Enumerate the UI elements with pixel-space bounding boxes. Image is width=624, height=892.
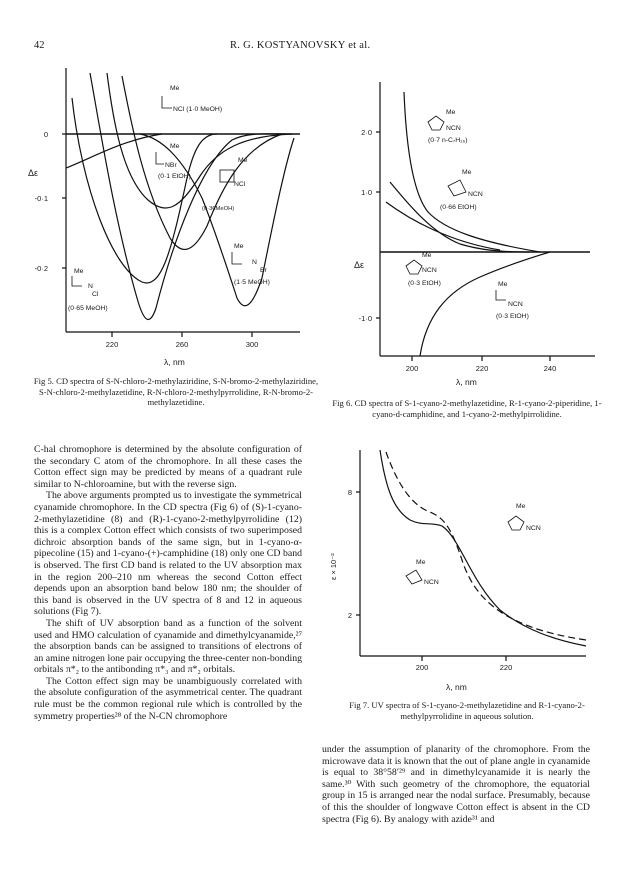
fig6-y-label: Δε [354, 260, 365, 270]
fig5-label: Cl [92, 291, 99, 298]
fig6-curve-pyrrolidine [420, 252, 550, 356]
fig5-ytick: -0·2 [34, 264, 48, 273]
fig6-label: (0·66 EtOH) [440, 204, 477, 211]
fig6-label: Me [498, 281, 508, 288]
fig6-label: NCN [446, 125, 461, 132]
fig5-caption: Fig 5. CD spectra of S-N-chloro-2-methylaziridine, S-N-bromo-2-methylaziridine, S-N-chloro-2-methylazetidine, R-N-chloro-2-methylpyrrolidine, R-N-bromo-2-methylazetidine. [33, 376, 319, 408]
fig5-label: NBr [165, 162, 177, 169]
fig6-label: (0·3 EtOH) [408, 280, 441, 287]
fig6-xtick: 200 [405, 364, 419, 373]
fig7-ytick: 8 [347, 488, 352, 497]
paragraph: The Cotton effect sign may be unambiguously correlated with the absolute configuration of the asymmetrical center. The quadrant rule must be the common regional rule which is controlled by the symmetry properties²⁸ of the N-CN chromophore [34, 675, 302, 722]
paragraph: under the assumption of planarity of the chromophore. From the microwave data it is known that the out of plane angle in cyanamide is equal to 38°58′²⁹ and in dimethylcyanamide it is nearly the same.³⁰ With such geometry of the chromophore, the equatorial group in 15 is arranged near the nodal surface. Presumably, because of this the shoulder of longwave Cotton effect is absent in the CD spectra (Fig 6). By analogy with azide³¹ and [322, 744, 590, 825]
fig6-label: Me [422, 252, 432, 259]
fig5-xtick: 300 [245, 340, 259, 349]
page-number: 42 [34, 40, 45, 51]
fig7-caption: Fig 7. UV spectra of S-1-cyano-2-methylazetidine and R-1-cyano-2-methylpyrrolidine in aqueous solution. [349, 700, 585, 721]
fig7-label: Me [416, 559, 426, 566]
fig5-label: (0·36MeOH) [202, 206, 235, 212]
fig6-xtick: 240 [543, 364, 557, 373]
fig5-label: (1·5 MeOH) [234, 279, 270, 286]
fig5-label: N [252, 259, 257, 266]
fig5-xtick: 260 [175, 340, 189, 349]
fig6-label: NCN [422, 267, 437, 274]
fig5-x-label: λ, nm [164, 357, 185, 367]
fig6-xtick: 220 [475, 364, 489, 373]
fig7-label: NCN [424, 579, 439, 586]
fig5-curve-azetidine-cl [122, 76, 282, 249]
fig7-curve-azetidine [380, 450, 586, 646]
fig7-y-label: ε × 10⁻² [329, 553, 338, 580]
fig6-ytick: -1·0 [358, 314, 372, 323]
paragraph: The shift of UV absorption band as a function of the solvent used and HMO calculation of cyanamide and dimethylcyanamide,²⁷ the absorption bands can be assigned to transitions of electrons of an amine nitrogen lone pair occupying the three-center non-bonding orbitals π*₂ to the antibonding π*₃ and π*₂ orbitals. [34, 617, 302, 676]
running-title: R. G. KOSTYANOVSKY et al. [230, 40, 371, 51]
figure-7 [330, 450, 600, 695]
fig5-plot [28, 68, 312, 368]
fig5-label: (0·65 MeOH) [68, 305, 108, 312]
fig6-x-label: λ, nm [456, 377, 477, 387]
left-column [34, 444, 302, 722]
paragraph: C-hal chromophore is determined by the absolute configuration of the secondary C atom of the chromophore. In all these cases the Cotton effect sign may be predicted by means of a quadrant rule similar to N-chloroamine, but with the reverse sign. [34, 444, 302, 490]
fig6-label: Me [462, 169, 472, 176]
fig6-ytick: 2·0 [361, 128, 372, 137]
fig7-xtick: 200 [415, 663, 429, 672]
right-column [322, 744, 590, 825]
fig5-ytick: 0 [43, 130, 48, 139]
paragraph: The above arguments prompted us to investigate the symmetrical cyanamide chromophore. In the CD spectra (Fig 6) of (S)-1-cyano-2-methylazetidine (8) and (R)-1-cyano-2-methylpyrrolidine (12) this is a complex Cotton effect which consists of two superimposed dichroic absorption bands of the same sign, but in 1-cyano-α-pipecoline (15) and 1-cyano-(+)-camphidine (18) only one CD band is observed. The first CD band is related to the UV absorption max in the region 200–210 nm whereas the second Cotton effect depends upon an absorption band below 180 nm; the shoulder of this band is observed in the UV spectra of 8 and 12 in aqueous solutions (Fig 7). [34, 490, 302, 618]
fig7-curve-pyrrolidine [386, 452, 586, 640]
fig5-label: Me [234, 243, 244, 250]
fig5-label: Me [170, 85, 180, 92]
fig6-label: NCN [468, 191, 483, 198]
figure-5 [28, 68, 312, 368]
fig7-x-label: λ, nm [446, 682, 467, 692]
fig6-plot [350, 82, 600, 387]
fig5-label: NCl [234, 181, 246, 188]
fig6-caption: Fig 6. CD spectra of S-1-cyano-2-methylazetidine, R-1-cyano-2-piperidine, 1-cyano-d-camphidine, and 1-cyano-2-methylpirrolidine. [332, 398, 602, 419]
fig5-ytick: -0·1 [34, 194, 48, 203]
fig7-label: NCN [526, 525, 541, 532]
fig7-ytick: 2 [347, 611, 352, 620]
fig6-label: Me [446, 109, 456, 116]
fig5-label: Me [170, 143, 180, 150]
fig6-label: (0·7 n-C₇H₁₆) [428, 137, 468, 144]
fig5-label: Me [238, 157, 248, 164]
fig6-curve-azetidine [404, 92, 540, 252]
fig5-label: Br [260, 267, 267, 274]
fig5-curve-extra [72, 98, 217, 283]
fig5-xtick: 220 [105, 340, 119, 349]
fig5-y-label: Δε [28, 168, 39, 178]
fig6-label: NCN [508, 301, 523, 308]
fig7-xtick: 220 [499, 663, 513, 672]
fig6-curve-piperidine [390, 182, 530, 252]
fig5-label: (0·1 EtOH) [158, 173, 191, 180]
fig5-label: Me [74, 268, 84, 275]
fig6-label: (0·3 EtOH) [496, 313, 529, 320]
fig5-label: N [88, 283, 93, 290]
fig5-label: NCl (1·0 MeOH) [173, 106, 223, 113]
fig7-plot [330, 450, 600, 695]
fig7-label: Me [516, 503, 526, 510]
fig6-ytick: 1·0 [361, 188, 372, 197]
figure-6 [350, 82, 600, 387]
